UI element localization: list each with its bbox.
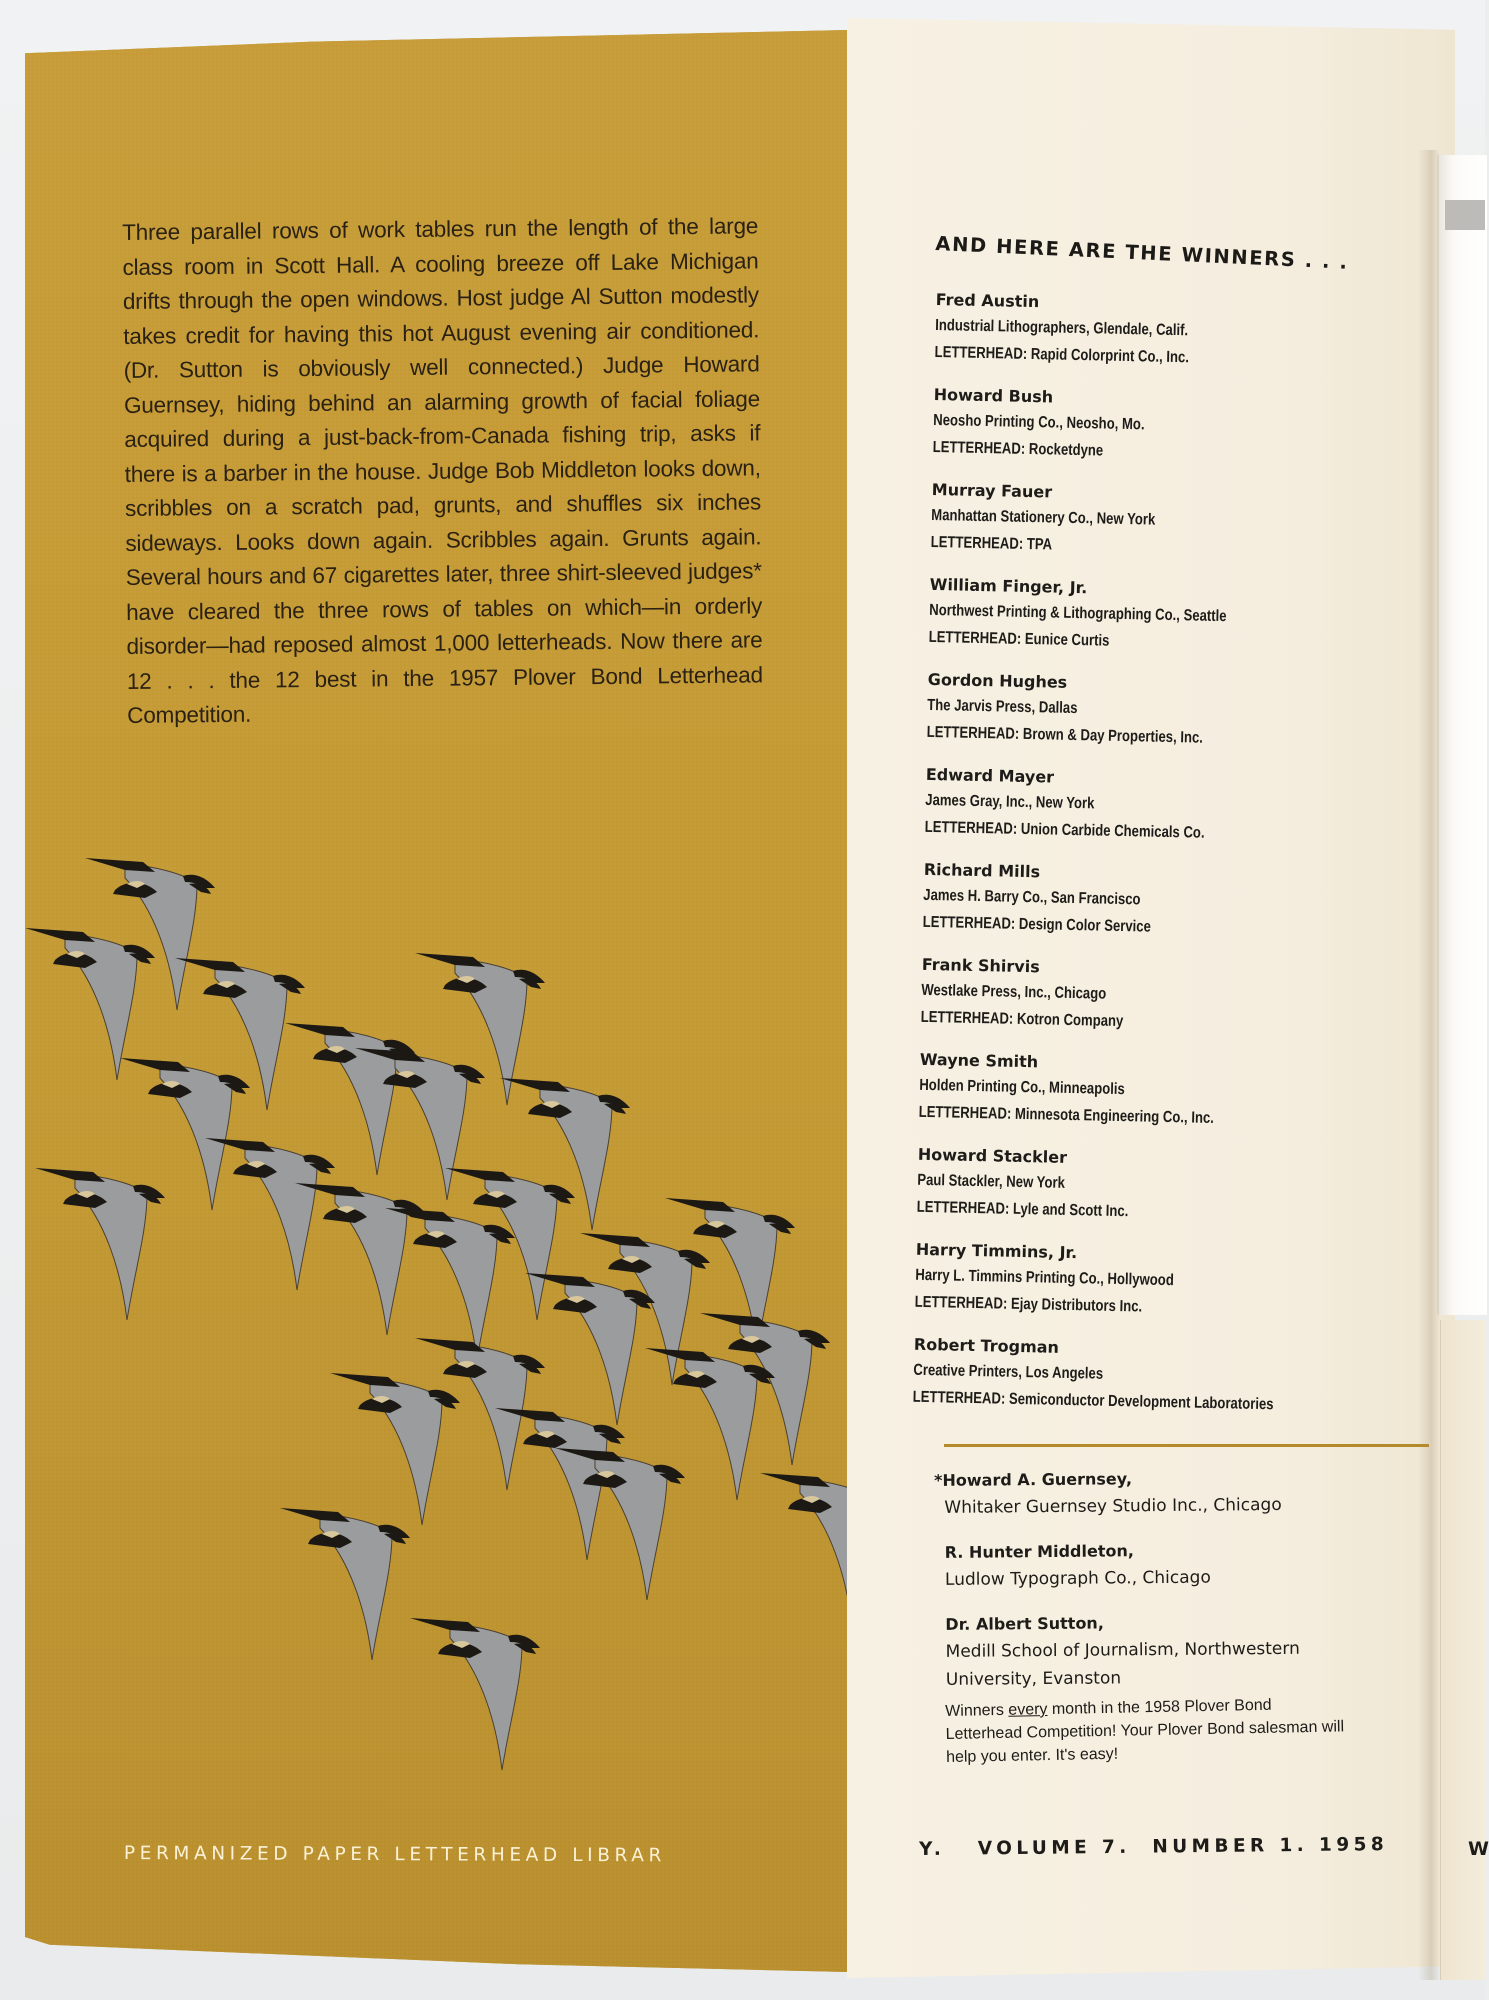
tern-icon bbox=[280, 1500, 430, 1670]
intro-text: Three parallel rows of work tables run the length of the large class room in Scott Hall. A cooling breeze off Lake Michigan drifts through the open windows. Host judge Al Sutton modestly takes credit for having this hot August evening air conditioned. (Dr. Sutton is obviously well connected.) Judge Howard Guernsey, hiding behind an alarming growth of facial foliage acquired during a just-back-from-Canada fishing trip, asks if there is a barber in the house. Judge Bob Middleton looks down, scribbles on a scratch pad, grunts, and shuffles six inches sideways. Looks down again. Scribbles again. Grunts again. Several hours and 67 cigarettes later, three shirt-sleeved judges* have cleared the three rows of tables on which—in orderly disorder—had reposed almost 1,000 letterheads. Now there are 12 . . . the 12 best in the 1957 Plover Bond Letterhead Competition. bbox=[122, 213, 763, 728]
winner-name: Howard Bush bbox=[933, 384, 1054, 407]
winner-firm: Northwest Printing & Lithographing Co., Seattle bbox=[929, 601, 1227, 626]
winner-letterhead: LETTERHEAD: Semiconductor Development Laboratories bbox=[912, 1388, 1274, 1414]
winner-entry bbox=[916, 1143, 1358, 1230]
divider-rule bbox=[944, 1444, 1429, 1447]
winner-letterhead: LETTERHEAD: TPA bbox=[930, 533, 1053, 554]
winner-letterhead: LETTERHEAD: Ejay Distributors Inc. bbox=[914, 1293, 1143, 1316]
inserted-sheet-edge bbox=[1445, 200, 1485, 230]
winners-heading: AND HERE ARE THE WINNERS . . . bbox=[934, 232, 1350, 274]
tern-icon bbox=[555, 1440, 705, 1610]
winner-name: Robert Trogman bbox=[913, 1334, 1060, 1357]
footer-cutoff-letter: W bbox=[1468, 1838, 1489, 1860]
intro-paragraph bbox=[122, 209, 763, 733]
winner-letterhead: LETTERHEAD: Lyle and Scott Inc. bbox=[916, 1198, 1129, 1221]
winners-list bbox=[912, 288, 1376, 1437]
winner-entry bbox=[932, 383, 1374, 470]
promo-text-end: month in the 1958 Plover Bond Letterhead Competition! Your Plover Bond salesman will help you enter. It's easy! bbox=[945, 1696, 1345, 1766]
judges-list bbox=[934, 1464, 1396, 1712]
judge-affiliation: Whitaker Guernsey Studio Inc., Chicago bbox=[944, 1494, 1282, 1518]
tern-icon bbox=[410, 1610, 560, 1780]
footer-volume-info: Y. VOLUME 7. NUMBER 1. 1958 bbox=[919, 1834, 1389, 1860]
winner-firm: Holden Printing Co., Minneapolis bbox=[919, 1076, 1125, 1099]
promo-emphasis: every bbox=[1008, 1701, 1048, 1719]
winner-entry bbox=[918, 1048, 1360, 1135]
winner-name: Wayne Smith bbox=[919, 1049, 1039, 1072]
winner-firm: Manhattan Stationery Co., New York bbox=[931, 506, 1156, 529]
winner-firm: Creative Printers, Los Angeles bbox=[913, 1361, 1104, 1383]
winner-entry bbox=[914, 1238, 1356, 1325]
judge-entry bbox=[935, 1536, 1395, 1594]
winner-name: Gordon Hughes bbox=[927, 669, 1068, 692]
winner-name: Murray Fauer bbox=[931, 479, 1053, 502]
winner-entry bbox=[930, 478, 1372, 565]
winner-firm: The Jarvis Press, Dallas bbox=[927, 696, 1078, 718]
winner-firm: Industrial Lithographers, Glendale, Calif. bbox=[935, 316, 1189, 340]
winner-firm: Harry L. Timmins Printing Co., Hollywood bbox=[915, 1266, 1174, 1290]
judge-name: *Howard A. Guernsey, bbox=[934, 1469, 1133, 1490]
winner-name: Frank Shirvis bbox=[921, 954, 1040, 977]
winner-name: William Finger, Jr. bbox=[929, 574, 1088, 598]
promo-note bbox=[945, 1692, 1346, 1769]
winner-letterhead: LETTERHEAD: Eunice Curtis bbox=[928, 628, 1110, 650]
inserted-letterhead-sheet bbox=[1437, 155, 1487, 1315]
winner-name: Edward Mayer bbox=[925, 764, 1055, 787]
winner-letterhead: LETTERHEAD: Rocketdyne bbox=[932, 438, 1104, 460]
winner-entry bbox=[922, 858, 1364, 945]
winner-firm: James Gray, Inc., New York bbox=[925, 791, 1095, 813]
judge-name: Dr. Albert Sutton, bbox=[945, 1613, 1104, 1634]
tern-flock-illustration bbox=[25, 820, 847, 1800]
winner-firm: James H. Barry Co., San Francisco bbox=[923, 886, 1141, 909]
judge-affiliation: Ludlow Typograph Co., Chicago bbox=[944, 1567, 1211, 1590]
winner-entry bbox=[928, 573, 1370, 660]
winner-letterhead: LETTERHEAD: Minnesota Engineering Co., Inc. bbox=[918, 1103, 1215, 1127]
winner-entry bbox=[934, 288, 1376, 375]
judge-name: R. Hunter Middleton, bbox=[944, 1541, 1134, 1562]
winner-name: Harry Timmins, Jr. bbox=[915, 1239, 1078, 1263]
winner-entry bbox=[912, 1333, 1354, 1420]
winner-name: Fred Austin bbox=[935, 289, 1040, 312]
winner-letterhead: LETTERHEAD: Brown & Day Properties, Inc. bbox=[926, 723, 1204, 747]
judge-entry bbox=[935, 1608, 1396, 1694]
winner-entry bbox=[924, 763, 1366, 850]
winner-firm: Westlake Press, Inc., Chicago bbox=[921, 981, 1107, 1003]
winner-name: Richard Mills bbox=[923, 859, 1041, 882]
winner-letterhead: LETTERHEAD: Rapid Colorprint Co., Inc. bbox=[934, 343, 1190, 367]
footer-series-title: PERMANIZED PAPER LETTERHEAD LIBRAR bbox=[123, 1843, 666, 1867]
winner-entry bbox=[920, 953, 1362, 1040]
folder-pocket-flap bbox=[1440, 1320, 1486, 1980]
tern-icon bbox=[35, 1160, 185, 1330]
promo-text-start: Winners bbox=[945, 1701, 1009, 1720]
winner-entry bbox=[926, 668, 1368, 755]
winner-name: Howard Stackler bbox=[917, 1144, 1068, 1167]
judge-affiliation: Medill School of Journalism, Northwestern University, Evanston bbox=[945, 1638, 1300, 1690]
winner-letterhead: LETTERHEAD: Kotron Company bbox=[920, 1008, 1124, 1031]
judge-entry bbox=[934, 1464, 1394, 1522]
winner-letterhead: LETTERHEAD: Union Carbide Chemicals Co. bbox=[924, 818, 1205, 842]
winner-letterhead: LETTERHEAD: Design Color Service bbox=[922, 913, 1152, 936]
winner-firm: Paul Stackler, New York bbox=[917, 1171, 1066, 1192]
winner-firm: Neosho Printing Co., Neosho, Mo. bbox=[933, 411, 1145, 434]
